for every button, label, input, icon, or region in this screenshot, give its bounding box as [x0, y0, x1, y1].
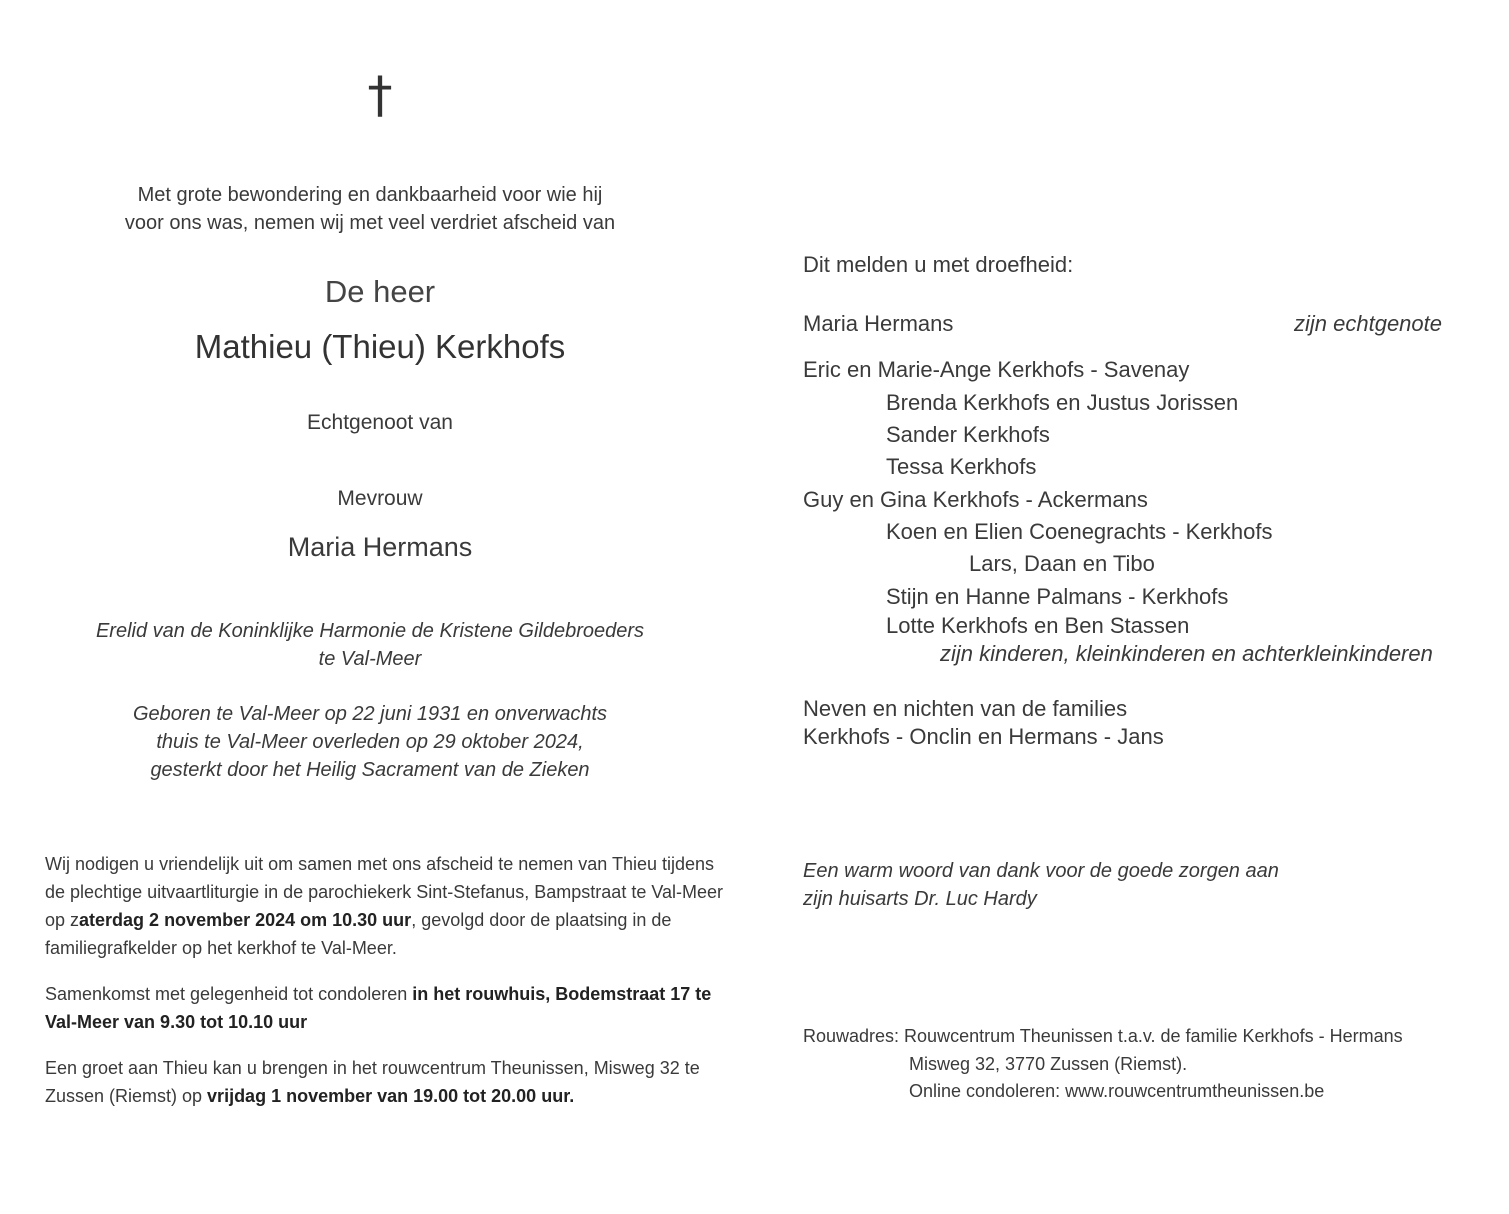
family-member: Eric en Marie-Ange Kerkhofs - Savenay	[803, 357, 1190, 382]
address-line: Online condoleren: www.rouwcentrumtheunissen.be	[909, 1081, 1325, 1101]
greeting-time: vrijdag 1 november van 19.00 tot 20.00 uur.	[207, 1086, 575, 1106]
family-member: Sander Kerkhofs	[886, 422, 1050, 447]
cousins-line: Neven en nichten van de families	[803, 696, 1128, 721]
deceased-name: Mathieu (Thieu) Kerkhofs	[194, 328, 566, 365]
cross-icon: †	[367, 66, 393, 124]
greeting-info	[45, 1054, 725, 1110]
honorific: De heer	[324, 274, 436, 309]
thanks-line: zijn huisarts Dr. Luc Hardy	[803, 888, 1037, 910]
greeting-text: Een groet aan Thieu kan u brengen in het rouwcentrum Theunissen, Misweg 32 te Zussen (Riemst) op	[45, 1058, 700, 1106]
thanks-line: Een warm woord van dank voor de goede zorgen aan	[803, 860, 1279, 882]
funeral-date: aterdag 2 november 2024 om 10.30 uur	[79, 910, 412, 930]
birth-death-text	[40, 700, 700, 784]
invitation-text: , gevolgd door de plaatsing in de familiegrafkelder op het kerkhof te Val-Meer.	[45, 910, 672, 958]
address-line: Misweg 32, 3770 Zussen (Riemst).	[909, 1054, 1188, 1074]
address-line: Rouwadres: Rouwcentrum Theunissen t.a.v. de familie Kerkhofs - Hermans	[803, 1026, 1403, 1046]
intro-line: voor ons was, nemen wij met veel verdriet afscheid van	[124, 212, 616, 234]
family-member: Guy en Gina Kerkhofs - Ackermans	[803, 487, 1148, 512]
family-member: Lotte Kerkhofs en Ben Stassen	[886, 613, 1190, 638]
family-member: Koen en Elien Coenegrachts - Kerkhofs	[886, 519, 1273, 544]
intro-line: Met grote bewondering en dankbaarheid voor wie hij	[137, 184, 603, 206]
born-line: Geboren te Val-Meer op 22 juni 1931 en onverwachts	[133, 703, 607, 725]
spouse-honorific: Mevrouw	[337, 487, 423, 510]
thanks-text	[803, 857, 1403, 913]
family-heading: Dit melden u met droefheid:	[803, 252, 1074, 277]
children-role: zijn kinderen, kleinkinderen en achterkleinkinderen	[940, 641, 1433, 666]
invitation-text: Wij nodigen u vriendelijk uit om samen met ons afscheid te nemen van Thieu tijdens de plechtige uitvaartliturgie in de parochiekerk Sint-Stefanus, Bampstraat te Val-Meer op z	[45, 854, 724, 930]
membership-text	[40, 617, 700, 673]
cousins-line: Kerkhofs - Onclin en Hermans - Jans	[803, 724, 1164, 749]
family-spouse-role: zijn echtgenote	[1294, 311, 1442, 336]
family-member: Brenda Kerkhofs en Justus Jorissen	[886, 390, 1239, 415]
family-member: Tessa Kerkhofs	[886, 454, 1037, 479]
born-line: gesterkt door het Heilig Sacrament van de Zieken	[150, 759, 590, 781]
spouse-name: Maria Hermans	[287, 532, 473, 562]
family-member: Lars, Daan en Tibo	[969, 551, 1155, 576]
membership-line: Erelid van de Koninklijke Harmonie de Kristene Gildebroeders	[95, 620, 645, 642]
family-member: Stijn en Hanne Palmans - Kerkhofs	[886, 584, 1229, 609]
condolence-info	[45, 980, 725, 1036]
relation-label: Echtgenoot van	[307, 411, 453, 434]
membership-line: te Val-Meer	[318, 648, 422, 670]
born-line: thuis te Val-Meer overleden op 29 oktober 2024,	[156, 731, 584, 753]
funeral-invitation	[45, 850, 725, 962]
intro-text	[40, 181, 700, 237]
family-spouse: Maria Hermans	[803, 311, 954, 336]
condolence-location: in het rouwhuis, Bodemstraat 17 te Val-Meer van 9.30 tot 10.10 uur	[45, 984, 712, 1032]
condolence-text: Samenkomst met gelegenheid tot condoleren	[45, 984, 413, 1004]
